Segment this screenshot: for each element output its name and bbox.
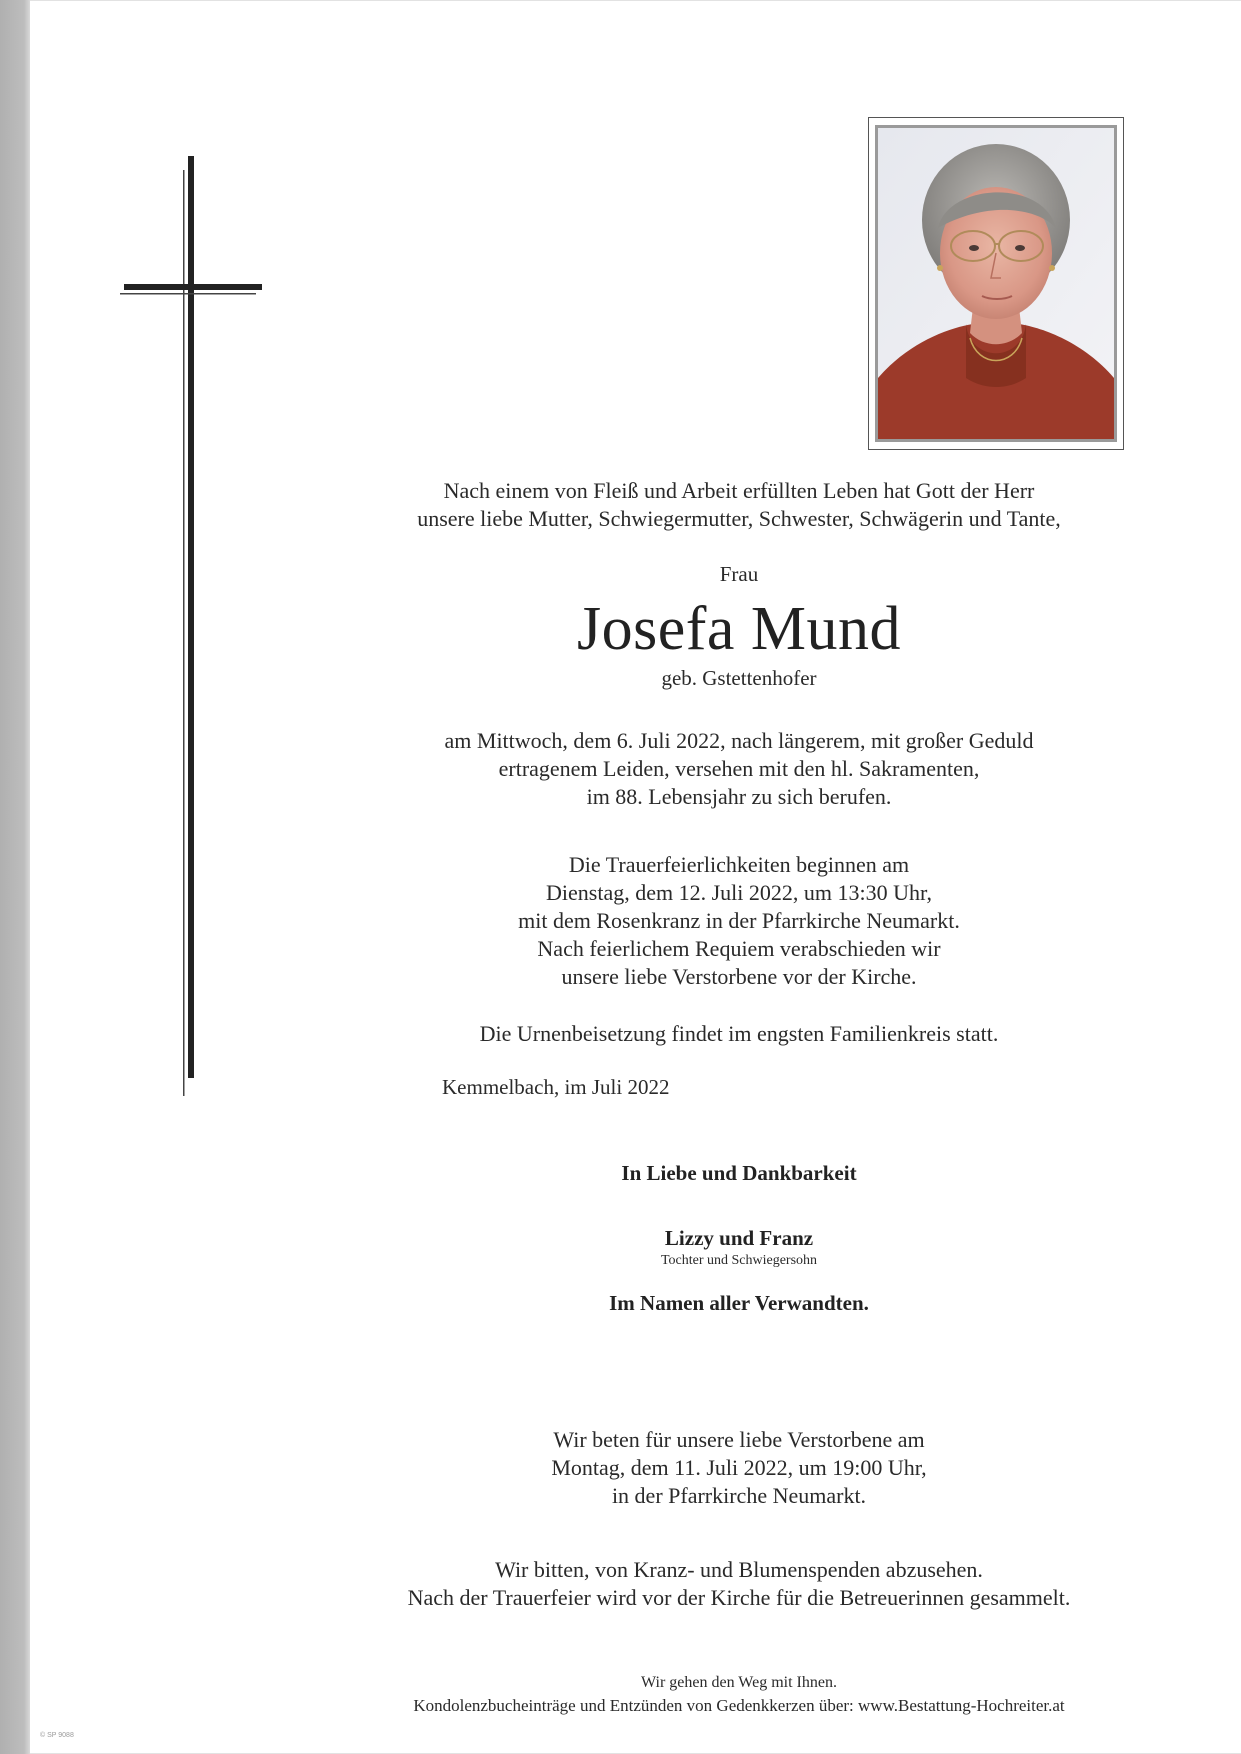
deceased-name: Josefa Mund <box>576 595 902 663</box>
cross-icon <box>118 156 268 1096</box>
donations-line: Nach der Trauerfeier wird vor der Kirche für die Betreuerinnen gesammelt. <box>407 1585 1071 1610</box>
ceremony-line: Dienstag, dem 12. Juli 2022, um 13:30 Uhr, <box>546 880 932 905</box>
salutation: Frau <box>719 562 759 586</box>
donations-line: Wir bitten, von Kranz- und Blumenspenden abzusehen. <box>495 1557 983 1582</box>
place-date: Kemmelbach, im Juli 2022 <box>442 1075 670 1099</box>
copyright-mark: © SP 9088 <box>40 1732 74 1739</box>
ceremony-line: Nach feierlichem Requiem verabschieden wir <box>537 936 941 961</box>
intro-line: unsere liebe Mutter, Schwiegermutter, Schwester, Schwägerin und Tante, <box>417 506 1061 531</box>
prayer-text <box>330 1426 1148 1510</box>
family-line: Im Namen aller Verwandten. <box>609 1291 869 1315</box>
page-edge-shadow <box>0 0 30 1754</box>
death-notice-line: im 88. Lebensjahr zu sich berufen. <box>586 784 892 809</box>
ceremony-line: unsere liebe Verstorbene vor der Kirche. <box>561 964 917 989</box>
closing-phrase: In Liebe und Dankbarkeit <box>621 1161 857 1185</box>
ceremony-text <box>330 851 1148 991</box>
mourner-names: Lizzy und Franz <box>664 1226 814 1250</box>
ceremony-line: Die Trauerfeierlichkeiten beginnen am <box>568 852 910 877</box>
urn-burial <box>330 1020 1148 1048</box>
death-notice-line: am Mittwoch, dem 6. Juli 2022, nach längerem, mit großer Geduld <box>444 728 1034 753</box>
portrait-frame <box>868 117 1124 450</box>
footer-condolence: Kondolenzbucheinträge und Entzünden von Gedenkkerzen über: www.Bestattung-Hochreiter.at <box>413 1696 1065 1715</box>
intro-line: Nach einem von Fleiß und Arbeit erfüllten Leben hat Gott der Herr <box>443 478 1035 503</box>
death-notice <box>330 727 1148 811</box>
prayer-line: Montag, dem 11. Juli 2022, um 19:00 Uhr, <box>551 1455 927 1480</box>
prayer-line: Wir beten für unsere liebe Verstorbene am <box>553 1427 925 1452</box>
death-notice-line: ertragenem Leiden, versehen mit den hl. Sakramenten, <box>498 756 980 781</box>
urn-burial-line: Die Urnenbeisetzung findet im engsten Familienkreis statt. <box>479 1021 999 1046</box>
ceremony-line: mit dem Rosenkranz in der Pfarrkirche Neumarkt. <box>518 908 960 933</box>
donations-text <box>330 1556 1148 1612</box>
maiden-name: geb. Gstettenhofer <box>661 666 817 690</box>
portrait-photo <box>875 125 1117 442</box>
mourner-relation: Tochter und Schwiegersohn <box>660 1253 818 1268</box>
prayer-line: in der Pfarrkirche Neumarkt. <box>611 1483 867 1508</box>
footer-motto: Wir gehen den Weg mit Ihnen. <box>641 1674 837 1691</box>
intro-text <box>330 477 1148 533</box>
